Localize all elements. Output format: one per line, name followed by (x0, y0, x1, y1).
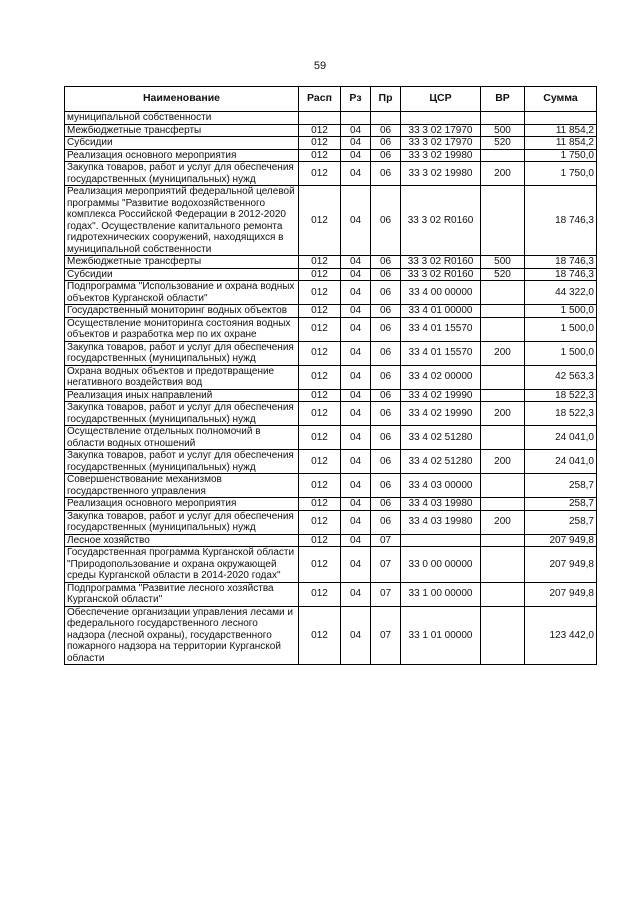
cell-pr: 06 (371, 474, 401, 498)
cell-rasp: 012 (299, 124, 341, 137)
cell-name: Совершенствование механизмов государственного управления (65, 474, 299, 498)
cell-rasp: 012 (299, 498, 341, 511)
table-row (65, 112, 597, 125)
cell-rasp: 012 (299, 341, 341, 365)
cell-pr: 06 (371, 510, 401, 534)
cell-name: Закупка товаров, работ и услуг для обеспечения государственных (муниципальных) нужд (65, 402, 299, 426)
cell-name: Реализация основного мероприятия (65, 149, 299, 162)
cell-rasp: 012 (299, 474, 341, 498)
cell-rz: 04 (341, 186, 371, 256)
table-row (65, 137, 597, 150)
table-row (65, 341, 597, 365)
cell-rz: 04 (341, 450, 371, 474)
page-number: 59 (313, 60, 327, 72)
cell-sum: 1 500,0 (525, 317, 597, 341)
cell-rasp: 012 (299, 256, 341, 269)
cell-name: Осуществление отдельных полномочий в области водных отношений (65, 426, 299, 450)
cell-csr: 33 3 02 17970 (401, 124, 481, 137)
cell-rasp: 012 (299, 389, 341, 402)
cell-pr: 06 (371, 365, 401, 389)
cell-name: Осуществление мониторинга состояния водных объектов и разработка мер по их охране (65, 317, 299, 341)
cell-name: Субсидии (65, 137, 299, 150)
cell-sum: 258,7 (525, 498, 597, 511)
cell-name: Подпрограмма "Развитие лесного хозяйства Курганской области" (65, 582, 299, 606)
table-row (65, 582, 597, 606)
table-row (65, 268, 597, 281)
cell-csr (401, 534, 481, 547)
cell-rz: 04 (341, 281, 371, 305)
cell-rz: 04 (341, 341, 371, 365)
header-rasp: Расп (299, 87, 341, 112)
cell-csr: 33 4 01 15570 (401, 341, 481, 365)
cell-pr: 07 (371, 582, 401, 606)
cell-rasp: 012 (299, 162, 341, 186)
cell-csr: 33 4 02 51280 (401, 450, 481, 474)
cell-rasp: 012 (299, 186, 341, 256)
cell-csr (401, 112, 481, 125)
table-row (65, 547, 597, 583)
cell-name: Реализация мероприятий федеральной целевой программы "Развитие водохозяйственного комплекса Российской Федерации в 2012-2020 годах". Осуществление капитального ремонта гидротехнических сооружений, находящихся в муниципальной собственности (65, 186, 299, 256)
cell-vr: 200 (481, 510, 525, 534)
cell-rz: 04 (341, 474, 371, 498)
cell-csr: 33 4 03 00000 (401, 474, 481, 498)
cell-name: Реализация основного мероприятия (65, 498, 299, 511)
cell-vr: 200 (481, 162, 525, 186)
cell-sum: 1 750,0 (525, 149, 597, 162)
table-row (65, 305, 597, 318)
cell-csr: 33 4 02 51280 (401, 426, 481, 450)
cell-vr (481, 305, 525, 318)
cell-sum: 18 522,3 (525, 402, 597, 426)
cell-sum: 207 949,8 (525, 547, 597, 583)
cell-name: Лесное хозяйство (65, 534, 299, 547)
cell-rz: 04 (341, 268, 371, 281)
cell-pr: 07 (371, 606, 401, 665)
cell-pr: 06 (371, 426, 401, 450)
cell-rz: 04 (341, 498, 371, 511)
budget-table (64, 86, 597, 665)
cell-vr (481, 606, 525, 665)
table-row (65, 365, 597, 389)
cell-sum: 1 500,0 (525, 341, 597, 365)
cell-pr: 06 (371, 162, 401, 186)
cell-rz: 04 (341, 365, 371, 389)
cell-sum: 258,7 (525, 474, 597, 498)
table-row (65, 426, 597, 450)
cell-rz: 04 (341, 426, 371, 450)
cell-name: Подпрограмма "Использование и охрана водных объектов Курганской области" (65, 281, 299, 305)
cell-name: Межбюджетные трансферты (65, 124, 299, 137)
cell-rz (341, 112, 371, 125)
cell-sum: 1 500,0 (525, 305, 597, 318)
header-pr: Пр (371, 87, 401, 112)
cell-sum: 44 322,0 (525, 281, 597, 305)
cell-csr: 33 3 02 R0160 (401, 186, 481, 256)
cell-pr: 06 (371, 389, 401, 402)
cell-name: Закупка товаров, работ и услуг для обеспечения государственных (муниципальных) нужд (65, 162, 299, 186)
cell-rz: 04 (341, 305, 371, 318)
cell-name: Государственный мониторинг водных объектов (65, 305, 299, 318)
cell-sum: 18 746,3 (525, 268, 597, 281)
cell-rasp: 012 (299, 305, 341, 318)
cell-rz: 04 (341, 149, 371, 162)
cell-name: Охрана водных объектов и предотвращение негативного воздействия вод (65, 365, 299, 389)
cell-csr: 33 3 02 17970 (401, 137, 481, 150)
cell-csr: 33 4 03 19980 (401, 498, 481, 511)
cell-rz: 04 (341, 389, 371, 402)
cell-sum: 24 041,0 (525, 426, 597, 450)
cell-sum: 24 041,0 (525, 450, 597, 474)
table-row (65, 149, 597, 162)
table-row (65, 281, 597, 305)
cell-rasp (299, 112, 341, 125)
cell-pr: 06 (371, 149, 401, 162)
cell-rz: 04 (341, 137, 371, 150)
cell-name: Межбюджетные трансферты (65, 256, 299, 269)
cell-sum (525, 112, 597, 125)
cell-csr: 33 3 02 19980 (401, 162, 481, 186)
cell-name: Государственная программа Курганской области "Природопользование и охрана окружающей среды Курганской области в 2014-2020 годах" (65, 547, 299, 583)
cell-rasp: 012 (299, 402, 341, 426)
cell-csr: 33 4 03 19980 (401, 510, 481, 534)
cell-name: Закупка товаров, работ и услуг для обеспечения государственных (муниципальных) нужд (65, 510, 299, 534)
cell-sum: 11 854,2 (525, 137, 597, 150)
cell-sum: 18 746,3 (525, 256, 597, 269)
header-vr: ВР (481, 87, 525, 112)
cell-sum: 18 746,3 (525, 186, 597, 256)
cell-sum: 11 854,2 (525, 124, 597, 137)
cell-sum: 207 949,8 (525, 534, 597, 547)
cell-rz: 04 (341, 547, 371, 583)
cell-csr: 33 3 02 19980 (401, 149, 481, 162)
cell-rasp: 012 (299, 365, 341, 389)
cell-pr: 06 (371, 317, 401, 341)
table-header-row (65, 87, 597, 112)
cell-rasp: 012 (299, 426, 341, 450)
cell-name: Обеспечение организации управления лесами и федерального государственного лесного надзора (лесной охраны), государственного пожарного надзора на территории Курганской области (65, 606, 299, 665)
cell-csr: 33 3 02 R0160 (401, 268, 481, 281)
cell-rasp: 012 (299, 268, 341, 281)
cell-name: Реализация иных направлений (65, 389, 299, 402)
cell-vr: 520 (481, 268, 525, 281)
cell-vr (481, 534, 525, 547)
cell-vr (481, 186, 525, 256)
cell-vr (481, 365, 525, 389)
cell-rasp: 012 (299, 547, 341, 583)
cell-rz: 04 (341, 510, 371, 534)
cell-rasp: 012 (299, 606, 341, 665)
cell-rasp: 012 (299, 510, 341, 534)
table-row (65, 450, 597, 474)
cell-rasp: 012 (299, 317, 341, 341)
table-row (65, 498, 597, 511)
cell-rz: 04 (341, 534, 371, 547)
cell-vr: 520 (481, 137, 525, 150)
cell-csr: 33 4 00 00000 (401, 281, 481, 305)
cell-vr (481, 317, 525, 341)
cell-sum: 18 522,3 (525, 389, 597, 402)
cell-rasp: 012 (299, 137, 341, 150)
cell-name: Закупка товаров, работ и услуг для обеспечения государственных (муниципальных) нужд (65, 450, 299, 474)
cell-pr: 06 (371, 137, 401, 150)
cell-vr (481, 547, 525, 583)
cell-rasp: 012 (299, 450, 341, 474)
table-row (65, 186, 597, 256)
cell-vr: 500 (481, 124, 525, 137)
cell-vr: 200 (481, 341, 525, 365)
cell-vr (481, 281, 525, 305)
cell-vr (481, 112, 525, 125)
cell-rz: 04 (341, 582, 371, 606)
cell-vr (481, 498, 525, 511)
cell-pr: 07 (371, 534, 401, 547)
cell-rasp: 012 (299, 281, 341, 305)
cell-vr: 200 (481, 402, 525, 426)
cell-sum: 42 563,3 (525, 365, 597, 389)
cell-rasp: 012 (299, 582, 341, 606)
cell-vr (481, 474, 525, 498)
table-row (65, 317, 597, 341)
table-row (65, 124, 597, 137)
cell-pr: 06 (371, 124, 401, 137)
cell-vr (481, 426, 525, 450)
cell-rz: 04 (341, 317, 371, 341)
header-csr: ЦСР (401, 87, 481, 112)
cell-csr: 33 1 01 00000 (401, 606, 481, 665)
table-row (65, 402, 597, 426)
cell-name: муниципальной собственности (65, 112, 299, 125)
cell-pr: 07 (371, 547, 401, 583)
cell-pr: 06 (371, 268, 401, 281)
cell-csr: 33 0 00 00000 (401, 547, 481, 583)
cell-rz: 04 (341, 162, 371, 186)
cell-rz: 04 (341, 256, 371, 269)
table-row (65, 256, 597, 269)
cell-pr: 06 (371, 450, 401, 474)
cell-pr: 06 (371, 402, 401, 426)
cell-sum: 258,7 (525, 510, 597, 534)
cell-vr (481, 149, 525, 162)
cell-rz: 04 (341, 124, 371, 137)
table-row (65, 606, 597, 665)
cell-rz: 04 (341, 606, 371, 665)
cell-pr: 06 (371, 281, 401, 305)
cell-csr: 33 4 01 15570 (401, 317, 481, 341)
cell-sum: 1 750,0 (525, 162, 597, 186)
cell-vr: 200 (481, 450, 525, 474)
cell-vr (481, 582, 525, 606)
cell-pr: 06 (371, 305, 401, 318)
cell-pr: 06 (371, 186, 401, 256)
table-row (65, 162, 597, 186)
table-row (65, 474, 597, 498)
cell-pr (371, 112, 401, 125)
cell-name: Закупка товаров, работ и услуг для обеспечения государственных (муниципальных) нужд (65, 341, 299, 365)
cell-csr: 33 1 00 00000 (401, 582, 481, 606)
cell-name: Субсидии (65, 268, 299, 281)
cell-pr: 06 (371, 341, 401, 365)
cell-vr: 500 (481, 256, 525, 269)
cell-sum: 207 949,8 (525, 582, 597, 606)
header-sum: Сумма (525, 87, 597, 112)
cell-rasp: 012 (299, 534, 341, 547)
table-row (65, 534, 597, 547)
cell-rz: 04 (341, 402, 371, 426)
cell-csr: 33 4 02 19990 (401, 389, 481, 402)
cell-pr: 06 (371, 256, 401, 269)
cell-csr: 33 4 01 00000 (401, 305, 481, 318)
cell-pr: 06 (371, 498, 401, 511)
header-rz: Рз (341, 87, 371, 112)
cell-csr: 33 4 02 00000 (401, 365, 481, 389)
cell-vr (481, 389, 525, 402)
table-row (65, 389, 597, 402)
table-row (65, 510, 597, 534)
cell-csr: 33 4 02 19990 (401, 402, 481, 426)
header-name: Наименование (65, 87, 299, 112)
cell-sum: 123 442,0 (525, 606, 597, 665)
cell-rasp: 012 (299, 149, 341, 162)
cell-csr: 33 3 02 R0160 (401, 256, 481, 269)
